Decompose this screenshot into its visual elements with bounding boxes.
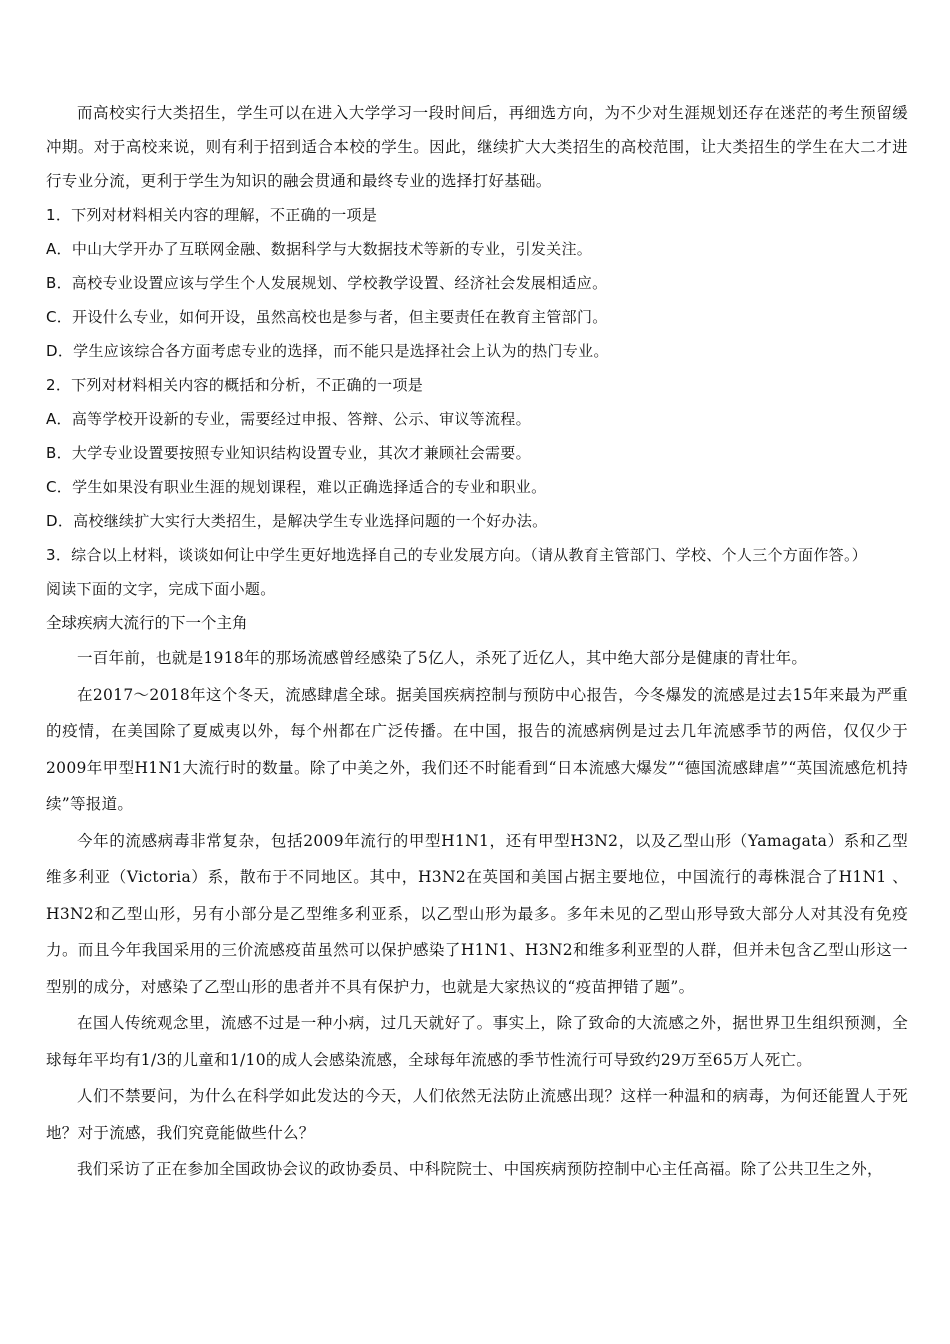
question-2-stem: 2．下列对材料相关内容的概括和分析，不正确的一项是 bbox=[46, 376, 424, 394]
article-paragraph: 在2017～2018年这个冬天，流感肆虐全球。据美国疾病控制与预防中心报告，今冬爆发的流感是过去15年来最为严重的疫情，在美国除了夏威夷以外，每个州都在广泛传播。在中国，报告的流感病例是过去几年流感季节的两倍，仅仅少于2009年甲型H1N1大流行时的数量。除了中美之外，我们还不时能看到“日本流感大爆发”“德国流感肆虐”“英国流感危机持续”等报道。 bbox=[46, 685, 908, 813]
question-1-option-a: A．中山大学开办了互联网金融、数据科学与大数据技术等新的专业，引发关注。 bbox=[46, 240, 593, 258]
question-1-option-d: D．学生应该综合各方面考虑专业的选择，而不能只是选择社会上认为的热门专业。 bbox=[46, 342, 609, 360]
article-paragraph: 我们采访了正在参加全国政协会议的政协委员、中科院院士、中国疾病预防控制中心主任高福。除了公共卫生之外， bbox=[77, 1160, 883, 1178]
article-paragraph: 今年的流感病毒非常复杂，包括2009年流行的甲型H1N1，还有甲型H3N2，以及乙型山形（Yamagata）系和乙型维多利亚（Victoria）系，散布于不同地区。其中，H3N2在英国和美国占据主要地位，中国流行的毒株混合了H1N1 、H3N2和乙型山形，另有小部分是乙型维多利亚系，以乙型山形为最多。多年未见的乙型山形导致大部分人对其没有免疫力。而且今年我国采用的三价流感疫苗虽然可以保护感染了H1N1、H3N2和维多利亚型的人群，但并未包含乙型山形这一型别的成分，对感染了乙型山形的患者并不具有保护力，也就是大家热议的“疫苗押错了题”。 bbox=[46, 831, 908, 996]
article bbox=[46, 606, 908, 1188]
question-1-option-b: B．高校专业设置应该与学生个人发展规划、学校教学设置、经济社会发展相适应。 bbox=[46, 274, 608, 292]
article-paragraph: 在国人传统观念里，流感不过是一种小病，过几天就好了。事实上，除了致命的大流感之外，据世界卫生组织预测，全球每年平均有1/3的儿童和1/10的成人会感染流感，全球每年流感的季节性流行可导致约29万至65万人死亡。 bbox=[46, 1014, 908, 1069]
question-2-option-c: C．学生如果没有职业生涯的规划课程，难以正确选择适合的专业和职业。 bbox=[46, 478, 547, 496]
question-2-option-a: A．高等学校开设新的专业，需要经过申报、答辩、公示、审议等流程。 bbox=[46, 410, 531, 428]
question-1-stem: 1．下列对材料相关内容的理解，不正确的一项是 bbox=[46, 206, 378, 224]
question-2-option-d: D．高校继续扩大实行大类招生，是解决学生专业选择问题的一个好办法。 bbox=[46, 512, 548, 530]
question-1-option-c: C．开设什么专业，如何开设，虽然高校也是参与者，但主要责任在教育主管部门。 bbox=[46, 308, 608, 326]
question-3-stem: 3．综合以上材料，谈谈如何让中学生更好地选择自己的专业发展方向。（请从教育主管部门、学校、个人三个方面作答。） bbox=[46, 546, 868, 564]
intro-paragraph: 而高校实行大类招生，学生可以在进入大学学习一段时间后，再细选方向，为不少对生涯规划还存在迷茫的考生预留缓冲期。对于高校来说，则有利于招到适合本校的学生。因此，继续扩大大类招生的高校范围，让大类招生的学生在大二才进行专业分流，更利于学生为知识的融会贯通和最终专业的选择打好基础。 bbox=[46, 104, 908, 190]
article-paragraph: 一百年前，也就是1918年的那场流感曾经感染了5亿人，杀死了近亿人，其中绝大部分是健康的青壮年。 bbox=[77, 649, 808, 667]
reading-instruction: 阅读下面的文字，完成下面小题。 bbox=[46, 580, 276, 598]
document-body bbox=[46, 96, 908, 1188]
article-title: 全球疾病大流行的下一个主角 bbox=[46, 614, 248, 632]
article-paragraph: 人们不禁要问，为什么在科学如此发达的今天，人们依然无法防止流感出现？这样一种温和的病毒，为何还能置人于死地？对于流感，我们究竟能做些什么？ bbox=[46, 1087, 908, 1142]
question-2-option-b: B．大学专业设置要按照专业知识结构设置专业，其次才兼顾社会需要。 bbox=[46, 444, 531, 462]
